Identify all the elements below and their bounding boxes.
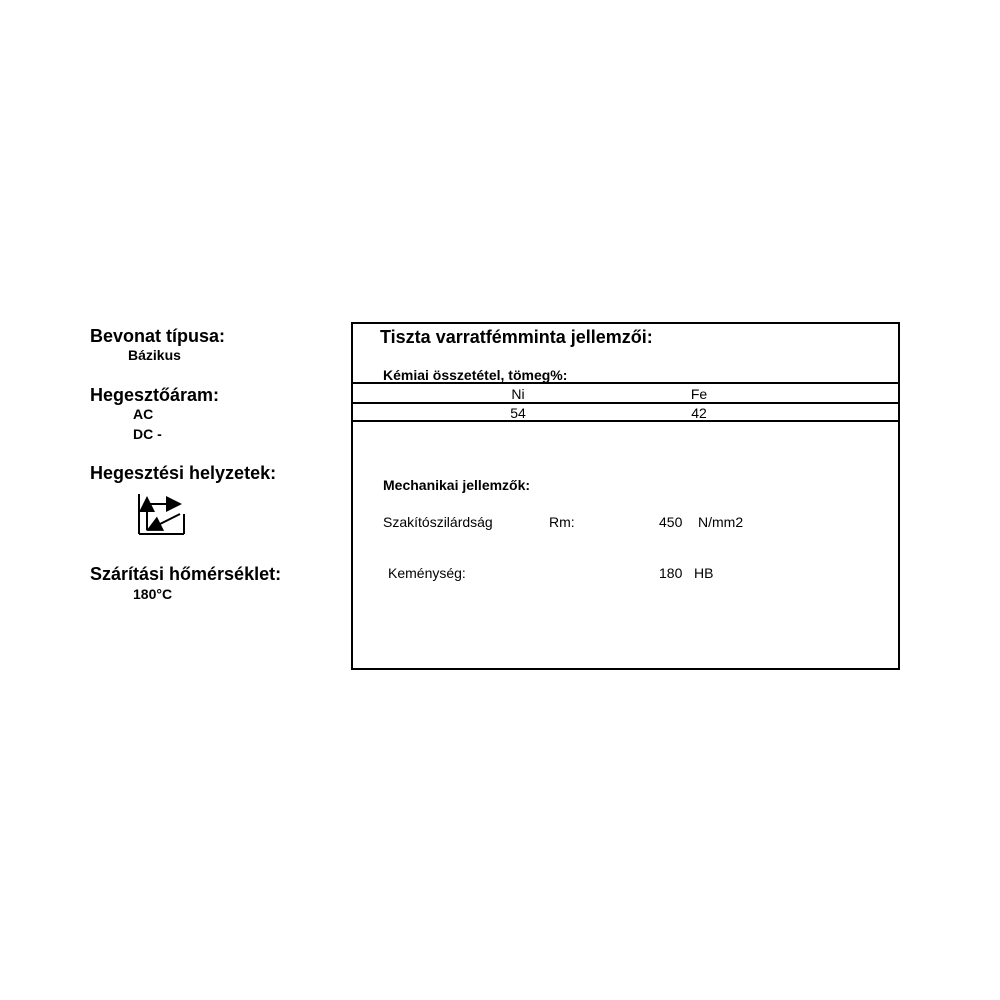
coating-type-value: Bázikus <box>128 347 181 363</box>
chem-col-ni: Ni <box>511 386 525 402</box>
chemical-composition-heading: Kémiai összetétel, tömeg%: <box>383 367 568 383</box>
chem-col-fe: Fe <box>690 386 708 402</box>
drying-temperature-value: 180°C <box>133 586 173 602</box>
table-line-2 <box>353 402 898 404</box>
chem-value-fe: 42 <box>691 405 707 421</box>
drying-temperature-heading: Szárítási hőmérséklet: <box>90 564 282 584</box>
tensile-strength-label: Szakítószilárdság <box>383 514 493 530</box>
tensile-strength-symbol: Rm: <box>549 514 575 530</box>
mechanical-properties-heading: Mechanikai jellemzők: <box>383 477 531 493</box>
welding-position-icon <box>136 492 188 536</box>
tensile-strength-unit: N/mm2 <box>698 514 744 530</box>
table-line-3 <box>353 420 898 422</box>
table-line-1 <box>353 382 898 384</box>
coating-type-heading: Bevonat típusa: <box>90 326 226 346</box>
welding-current-heading: Hegesztőáram: <box>90 385 220 405</box>
chem-value-ni: 54 <box>510 405 526 421</box>
welding-current-ac: AC <box>133 406 154 422</box>
welding-positions-heading: Hegesztési helyzetek: <box>90 463 277 483</box>
hardness-label: Keménység: <box>388 565 466 581</box>
hardness-unit: HB <box>694 565 714 581</box>
welding-current-dc: DC - <box>133 426 162 442</box>
hardness-value: 180 <box>659 565 683 581</box>
box-title: Tiszta varratfémminta jellemzői: <box>380 327 653 347</box>
tensile-strength-value: 450 <box>659 514 683 530</box>
weld-metal-properties-box <box>351 322 900 670</box>
